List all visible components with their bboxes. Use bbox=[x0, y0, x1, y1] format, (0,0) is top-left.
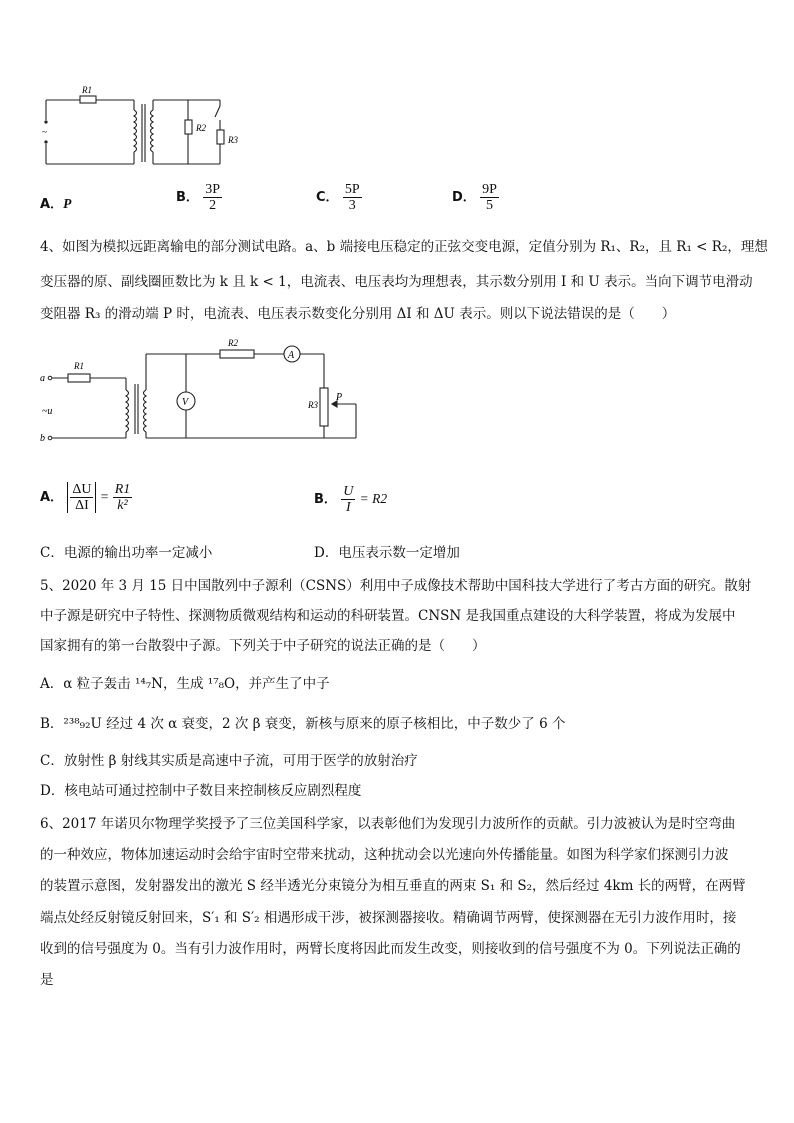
fraction bbox=[341, 484, 355, 515]
fraction bbox=[480, 182, 499, 213]
numerator: 5P bbox=[344, 182, 360, 197]
q5-option-d: D．核电站可通过控制中子数目来控制核反应剧烈程度 bbox=[40, 783, 362, 799]
q6-stem-line-5: 收到的信号强度为 0。当有引力波作用时，两臂长度将因此而发生改变，则接收到的信号强度不为 0。下列说法正确的 bbox=[40, 941, 741, 957]
denominator: 2 bbox=[209, 198, 217, 213]
denominator: I bbox=[345, 500, 351, 515]
numerator: ΔU bbox=[72, 482, 92, 497]
q4-stem-line-1: 4、如图为模拟远距离输电的部分测试电路。a、b 端接电压稳定的正弦交变电源，定值分别为 R₁、R₂，且 R₁ < R₂，理想 bbox=[40, 239, 768, 255]
q4-option-d: D．电压表示数一定增加 bbox=[314, 545, 460, 561]
numerator: 3P bbox=[205, 182, 221, 197]
numerator: U bbox=[343, 484, 354, 499]
denominator: 5 bbox=[485, 198, 493, 213]
q4-r3-label: R3 bbox=[308, 400, 318, 410]
denominator: ΔI bbox=[75, 498, 89, 513]
q5-stem-line-3: 国家拥有的第一台散裂中子源。下列关于中子研究的说法正确的是（ ） bbox=[40, 638, 486, 654]
q5-stem-line-1: 5、2020 年 3 月 15 日中国散列中子源利（CSNS）利用中子成像技术帮助中国科技大学进行了考古方面的研究。散射 bbox=[40, 578, 752, 594]
q3-r1-label: R1 bbox=[82, 85, 92, 95]
numerator: 9P bbox=[482, 182, 497, 197]
q4-circuit-diagram bbox=[38, 334, 368, 444]
option-label: A． bbox=[40, 197, 64, 212]
q4-r2-label: R2 bbox=[228, 338, 238, 348]
q3-option-a bbox=[40, 193, 71, 212]
fraction bbox=[343, 182, 362, 213]
fraction bbox=[70, 482, 93, 513]
q6-stem-line-3: 的装置示意图，发射器发出的激光 S 经半透光分束镜分为相互垂直的两束 S₁ 和 S₂，然后经过 4km 长的两臂，在两臂 bbox=[40, 878, 746, 894]
q3-r2-label: R2 bbox=[196, 123, 206, 133]
fraction bbox=[113, 482, 133, 513]
q6-stem-line-6: 是 bbox=[40, 972, 54, 988]
option-label: B． bbox=[314, 492, 337, 507]
numerator: R1 bbox=[114, 482, 131, 497]
q4-r1-label: R1 bbox=[74, 361, 84, 371]
option-label: D． bbox=[452, 190, 476, 205]
q3-r3-label: R3 bbox=[228, 135, 238, 145]
denominator: k² bbox=[117, 498, 128, 513]
q5-option-a: A．α 粒子轰击 ¹⁴₇N，生成 ¹⁷₈O，并产生了中子 bbox=[40, 676, 330, 692]
q4-option-a: A． $\frac{\Delta U}{\Delta I}$ = $\frac{R1}{\text{k²}}$ bbox=[40, 482, 131, 513]
denominator: 3 bbox=[348, 198, 356, 213]
q4-source-label: ~u bbox=[42, 406, 53, 417]
equation-rhs: = R2 bbox=[359, 491, 388, 506]
q6-stem-line-4: 端点处经反射镜反射回来，S′₁ 和 S′₂ 相遇形成干涉，被探测器接收。精确调节两臂，使探测器在无引力波作用时，接 bbox=[40, 910, 737, 926]
q4-stem-line-2: 变压器的原、副线圈匝数比为 k 且 k < 1，电流表、电压表均为理想表，其示数分别用 I 和 U 表示。当向下调节电滑动 bbox=[40, 274, 753, 290]
q3-option-b bbox=[176, 182, 222, 213]
q3-source-label: ~ bbox=[42, 127, 47, 137]
option-label: B． bbox=[176, 190, 199, 205]
option-expr: P bbox=[63, 196, 72, 211]
q4-stem-line-3: 变阻器 R₃ 的滑动端 P 时，电流表、电压表示数变化分别用 ΔI 和 ΔU 表示。则以下说法错误的是（ ） bbox=[40, 306, 676, 322]
q4-option-c: C．电源的输出功率一定减小 bbox=[40, 545, 213, 561]
q4-ammeter-label: A bbox=[288, 350, 295, 361]
q4-terminal-a: a bbox=[40, 373, 45, 384]
q5-option-b: B．²³⁸₉₂U 经过 4 次 α 衰变，2 次 β 衰变，新核与原来的原子核相比，中子数少了 6 个 bbox=[40, 716, 566, 732]
q3-option-d bbox=[452, 182, 499, 213]
q4-terminal-b: b bbox=[40, 433, 45, 444]
q3-circuit-diagram bbox=[38, 84, 248, 170]
q6-stem-line-2: 的一种效应，物体加速运动时会给宇宙时空带来扰动，这种扰动会以光速向外传播能量。如图为科学家们探测引力波 bbox=[40, 847, 729, 863]
option-label: A． bbox=[40, 490, 64, 505]
q4-slider-p-label: P bbox=[336, 392, 343, 403]
q3-option-c bbox=[316, 182, 362, 213]
q6-stem-line-1: 6、2017 年诺贝尔物理学奖授予了三位美国科学家，以表彰他们为发现引力波所作的贡献。引力波被认为是时空弯曲 bbox=[40, 816, 736, 832]
option-label: C． bbox=[316, 190, 339, 205]
fraction bbox=[203, 182, 222, 213]
q4-voltmeter-label: V bbox=[182, 397, 189, 408]
q5-stem-line-2: 中子源是研究中子特性、探测物质微观结构和运动的科研装置。CNSN 是我国重点建设的大科学装置，将成为发展中 bbox=[40, 608, 736, 624]
q4-option-b bbox=[314, 484, 387, 515]
q5-option-c: C．放射性 β 射线其实质是高速中子流，可用于医学的放射治疗 bbox=[40, 753, 418, 769]
